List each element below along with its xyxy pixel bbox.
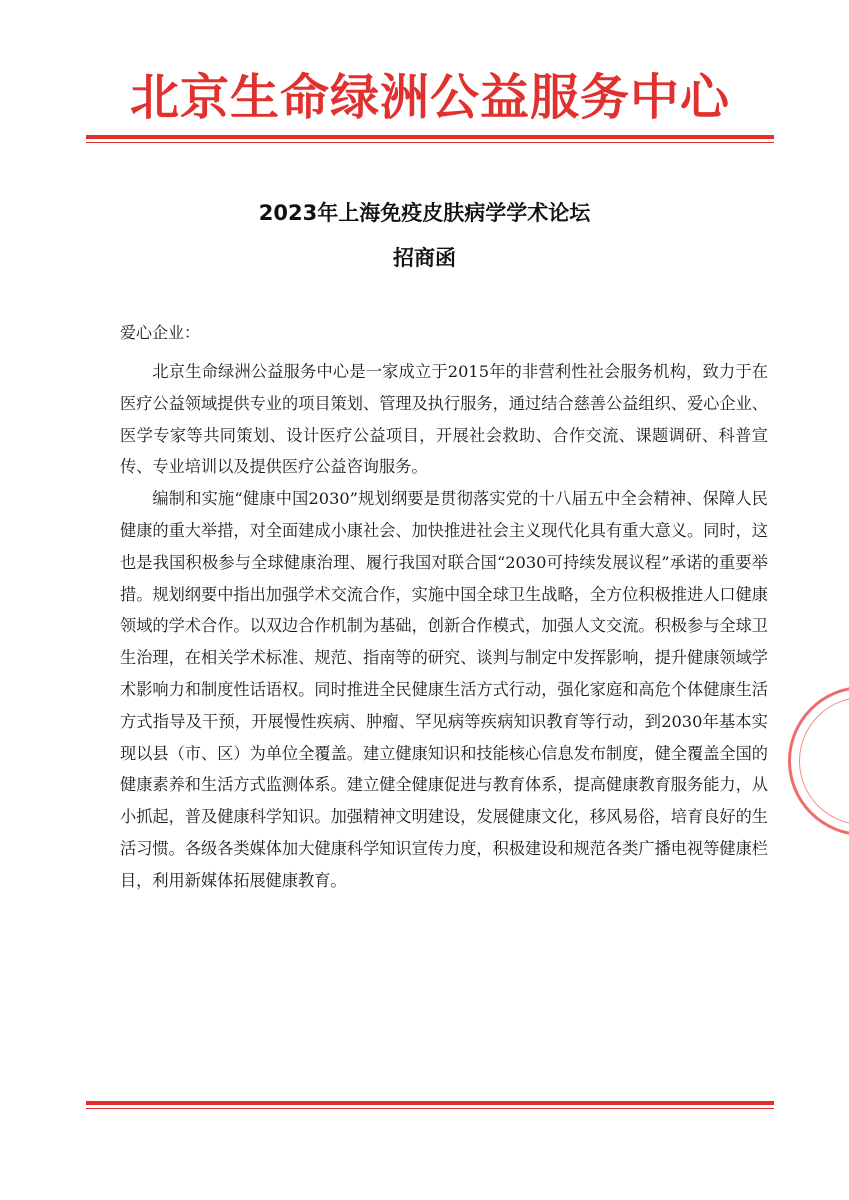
letter-body (120, 356, 768, 897)
footer-divider (86, 1101, 774, 1109)
document-title: 2023年上海免疫皮肤病学学术论坛 (258, 201, 591, 225)
letterhead-divider (86, 135, 774, 143)
letterhead-title: 北京生命绿洲公益服务中心 (129, 69, 730, 126)
official-seal-stamp (788, 686, 849, 836)
paragraph-healthy-china: 编制和实施“健康中国2030”规划纲要是贯彻落实党的十八届五中全会精神、保障人民健康的重大举措，对全面建成小康社会、加快推进社会主义现代化具有重大意义。同时，这也是我国积极参与全球健康治理、履行我国对联合国“2030可持续发展议程”承诺的重要举措。规划纲要中指出加强学术交流合作，实施中国全球卫生战略，全方位积极推进人口健康领域的学术合作。以双边合作机制为基础，创新合作模式，加强人文交流。积极参与全球卫生治理，在相关学术标准、规范、指南等的研究、谈判与制定中发挥影响，提升健康领域学术影响力和制度性话语权。同时推进全民健康生活方式行动，强化家庭和高危个体健康生活方式指导及干预，开展慢性疾病、肿瘤、罕见病等疾病知识教育等行动，到2030年基本实现以县（市、区）为单位全覆盖。建立健康知识和技能核心信息发布制度，健全覆盖全国的健康素养和生活方式监测体系。建立健全健康促进与教育体系，提高健康教育服务能力，从小抓起，普及健康科学知识。加强精神文明建设，发展健康文化，移风易俗，培育良好的生活习惯。各级各类媒体加大健康科学知识宣传力度，积极建设和规范各类广播电视等健康栏目，利用新媒体拓展健康教育。 (120, 489, 768, 890)
document-subtitle: 招商函 (393, 246, 456, 270)
paragraph-intro: 北京生命绿洲公益服务中心是一家成立于2015年的非营利性社会服务机构，致力于在医疗公益领域提供专业的项目策划、管理及执行服务，通过结合慈善公益组织、爱心企业、医学专家等共同策划、设计医疗公益项目，开展社会救助、合作交流、课题调研、科普宣传、专业培训以及提供医疗公益咨询服务。 (120, 362, 768, 477)
salutation: 爱心企业： (120, 323, 201, 342)
